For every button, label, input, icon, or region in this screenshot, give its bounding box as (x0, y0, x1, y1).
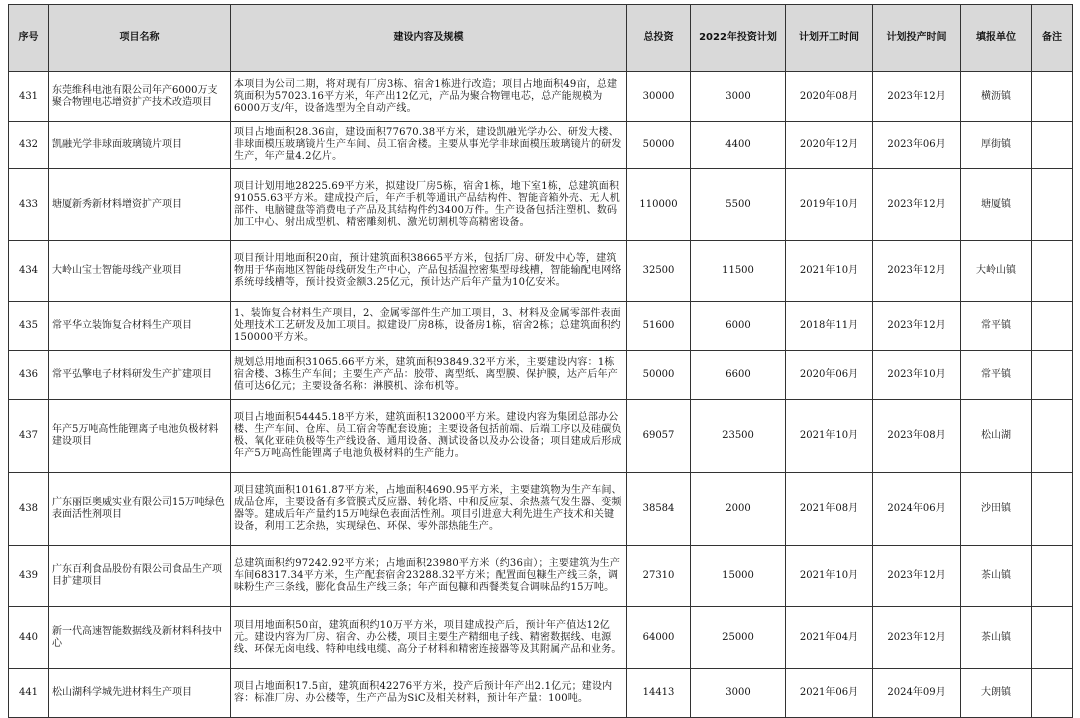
row-total: 69057 (627, 400, 691, 473)
header-no: 序号 (9, 5, 49, 72)
row-content: 本项目为公司二期，将对现有厂房3栋、宿舍1栋进行改造；项目占地面积49亩，总建筑面积为57023.16平方米，年产出12亿元，产品为聚合物锂电芯，总产能规模为6000万支/年，设备选型为全自动产线。 (231, 72, 627, 122)
row-plan: 5500 (691, 169, 786, 241)
row-plan: 3000 (691, 72, 786, 122)
table-row (9, 400, 1073, 473)
row-no: 432 (9, 122, 49, 169)
row-project-name: 塘厦新秀新材料增资扩产项目 (49, 169, 231, 241)
row-start: 2021年10月 (786, 400, 873, 473)
row-production: 2023年10月 (873, 351, 961, 400)
row-production: 2023年12月 (873, 169, 961, 241)
row-start: 2021年06月 (786, 669, 873, 718)
table-row (9, 302, 1073, 351)
table-row (9, 546, 1073, 607)
row-content: 项目计划用地28225.69平方米，拟建设厂房5栋，宿舍1栋，地下室1栋，总建筑面积91055.63平方米。建成投产后，年产手机等通讯产品结构件、智能音箱外壳、无人机部件、电脑键盘等消费电子产品及其结构件约3400万件。生产设备包括注塑机、数码加工中心、射出成型机、精密雕刻机、激光切割机等高精密设备。 (231, 169, 627, 241)
header-reporting-unit: 填报单位 (961, 5, 1032, 72)
row-note (1032, 546, 1073, 607)
row-start: 2021年10月 (786, 241, 873, 302)
row-no: 441 (9, 669, 49, 718)
row-unit: 常平镇 (961, 351, 1032, 400)
row-start: 2018年11月 (786, 302, 873, 351)
row-content: 1、装饰复合材料生产项目，2、金属零部件生产加工项目，3、材料及金属零部件表面处理技术工艺研发及加工项目。拟建设厂房8栋，设备房1栋，宿舍2栋；总建筑面积约150000平方米。 (231, 302, 627, 351)
row-content: 项目建筑面积10161.87平方米，占地面积4690.95平方米，主要建筑物为生产车间、成品仓库，主要设备有多管膜式反应器、转化塔、中和反应泵、余热蒸气发生器、变频器等。建成后年产量约15万吨绿色表面活性剂。项目引进意大利先进生产技术和关键设备，利用工艺余热，实现绿色、环保、零外部热能生产。 (231, 473, 627, 546)
row-project-name: 凯融光学非球面玻璃镜片项目 (49, 122, 231, 169)
row-project-name: 广东百利食品股份有限公司食品生产项目扩建项目 (49, 546, 231, 607)
row-total: 50000 (627, 351, 691, 400)
table-row (9, 351, 1073, 400)
row-project-name: 年产5万吨高性能锂离子电池负极材料建设项目 (49, 400, 231, 473)
row-start: 2020年06月 (786, 351, 873, 400)
row-project-name: 大岭山宝士智能母线产业项目 (49, 241, 231, 302)
table-header-row (9, 5, 1073, 72)
row-note (1032, 669, 1073, 718)
row-content: 项目占地面积17.5亩，建筑面积42276平方米，投产后预计年产出2.1亿元；建设内容：标准厂房、办公楼等，生产产品为SiC及相关材料，预计年产量：100吨。 (231, 669, 627, 718)
row-unit: 常平镇 (961, 302, 1032, 351)
row-content: 项目占地面积54445.18平方米，建筑面积132000平方米。建设内容为集团总部办公楼、生产车间、仓库、员工宿舍等配套设施；主要设备包括前端、后端工序以及硅碳负极、氧化亚硅负极等生产线设备、通用设备、测试设备以及办公设备；项目建成后形成年产5万吨高性能锂离子电池负极材料的生产能力。 (231, 400, 627, 473)
row-production: 2024年09月 (873, 669, 961, 718)
row-note (1032, 241, 1073, 302)
row-total: 14413 (627, 669, 691, 718)
row-start: 2021年10月 (786, 546, 873, 607)
row-start: 2020年12月 (786, 122, 873, 169)
row-plan: 23500 (691, 400, 786, 473)
header-note: 备注 (1032, 5, 1073, 72)
row-production: 2024年06月 (873, 473, 961, 546)
row-total: 110000 (627, 169, 691, 241)
row-content: 总建筑面积约97242.92平方米；占地面积23980平方米（约36亩）；主要建筑为生产车间68317.34平方米，生产配套宿舍23288.32平方米；配置面包糠生产线三条，调味粉生产三条线，膨化食品生产线三条；年产面包糠和西餐类复合调味品约15万吨。 (231, 546, 627, 607)
row-total: 38584 (627, 473, 691, 546)
row-project-name: 常平弘擎电子材料研发生产扩建项目 (49, 351, 231, 400)
table-row (9, 169, 1073, 241)
row-no: 435 (9, 302, 49, 351)
row-content: 项目预计用地面积20亩，预计建筑面积38665平方米，包括厂房、研发中心等，建筑物用于华南地区智能母线研发生产中心，产品包括温控密集型母线槽，智能输配电网络系统母线槽等，预计投资金额3.25亿元，预计达产后年产量为10亿安米。 (231, 241, 627, 302)
header-2022-plan: 2022年投资计划 (691, 5, 786, 72)
row-project-name: 广东丽臣奥威实业有限公司15万吨绿色表面活性剂项目 (49, 473, 231, 546)
row-no: 440 (9, 607, 49, 669)
table-row (9, 72, 1073, 122)
row-note (1032, 302, 1073, 351)
row-project-name: 新一代高速智能数据线及新材料科技中心 (49, 607, 231, 669)
row-start: 2021年04月 (786, 607, 873, 669)
row-plan: 15000 (691, 546, 786, 607)
row-total: 32500 (627, 241, 691, 302)
row-total: 64000 (627, 607, 691, 669)
row-content: 项目用地面积50亩，建筑面积约10万平方米，项目建成投产后，预计年产值达12亿元。建设内容为厂房、宿舍、办公楼，项目主要生产精细电子线、精密数据线、电源线、环保无卤电线、特种电线电缆、高分子材料和精密连接器等及其附属产品和业务。 (231, 607, 627, 669)
row-total: 30000 (627, 72, 691, 122)
row-unit: 茶山镇 (961, 607, 1032, 669)
row-no: 434 (9, 241, 49, 302)
row-total: 27310 (627, 546, 691, 607)
row-plan: 6000 (691, 302, 786, 351)
row-start: 2020年08月 (786, 72, 873, 122)
row-plan: 25000 (691, 607, 786, 669)
row-note (1032, 169, 1073, 241)
row-no: 438 (9, 473, 49, 546)
row-total: 51600 (627, 302, 691, 351)
row-unit: 松山湖 (961, 400, 1032, 473)
row-note (1032, 351, 1073, 400)
header-start-time: 计划开工时间 (786, 5, 873, 72)
row-start: 2019年10月 (786, 169, 873, 241)
row-production: 2023年12月 (873, 241, 961, 302)
row-unit: 大朗镇 (961, 669, 1032, 718)
row-content: 项目占地面积28.36亩，建设面积77670.38平方米，建设凯融光学办公、研发大楼、非球面模压玻璃镜片生产车间、员工宿舍楼。主要从事光学非球面模压玻璃镜片的研发生产，年产量4.2亿片。 (231, 122, 627, 169)
row-project-name: 松山湖科学城先进材料生产项目 (49, 669, 231, 718)
row-note (1032, 473, 1073, 546)
row-production: 2023年12月 (873, 72, 961, 122)
table-row (9, 473, 1073, 546)
row-plan: 2000 (691, 473, 786, 546)
row-unit: 横沥镇 (961, 72, 1032, 122)
row-unit: 厚街镇 (961, 122, 1032, 169)
row-note (1032, 72, 1073, 122)
row-unit: 茶山镇 (961, 546, 1032, 607)
table-row (9, 122, 1073, 169)
row-unit: 沙田镇 (961, 473, 1032, 546)
table-row (9, 669, 1073, 718)
row-no: 439 (9, 546, 49, 607)
row-no: 431 (9, 72, 49, 122)
row-production: 2023年12月 (873, 302, 961, 351)
row-note (1032, 400, 1073, 473)
row-unit: 大岭山镇 (961, 241, 1032, 302)
header-production-time: 计划投产时间 (873, 5, 961, 72)
row-production: 2023年12月 (873, 546, 961, 607)
row-no: 436 (9, 351, 49, 400)
header-total-investment: 总投资 (627, 5, 691, 72)
row-plan: 6600 (691, 351, 786, 400)
row-project-name: 东莞维科电池有限公司年产6000万支聚合物锂电芯增资扩产技术改造项目 (49, 72, 231, 122)
investment-project-table (8, 4, 1073, 718)
row-plan: 4400 (691, 122, 786, 169)
row-no: 433 (9, 169, 49, 241)
row-start: 2021年08月 (786, 473, 873, 546)
header-content: 建设内容及规模 (231, 5, 627, 72)
header-project-name: 项目名称 (49, 5, 231, 72)
row-production: 2023年08月 (873, 400, 961, 473)
row-note (1032, 122, 1073, 169)
table-row (9, 241, 1073, 302)
row-plan: 11500 (691, 241, 786, 302)
row-unit: 塘厦镇 (961, 169, 1032, 241)
row-content: 规划总用地面积31065.66平方米，建筑面积93849.32平方米，主要建设内容：1栋宿舍楼、3栋生产车间；主要生产产品：胶带、离型纸、离型膜、保护膜，达产后年产值可达6亿元；主要设备名称：淋膜机、涂布机等。 (231, 351, 627, 400)
row-note (1032, 607, 1073, 669)
row-plan: 3000 (691, 669, 786, 718)
row-project-name: 常平华立装饰复合材料生产项目 (49, 302, 231, 351)
row-production: 2023年12月 (873, 607, 961, 669)
table-row (9, 607, 1073, 669)
row-total: 50000 (627, 122, 691, 169)
row-production: 2023年06月 (873, 122, 961, 169)
row-no: 437 (9, 400, 49, 473)
